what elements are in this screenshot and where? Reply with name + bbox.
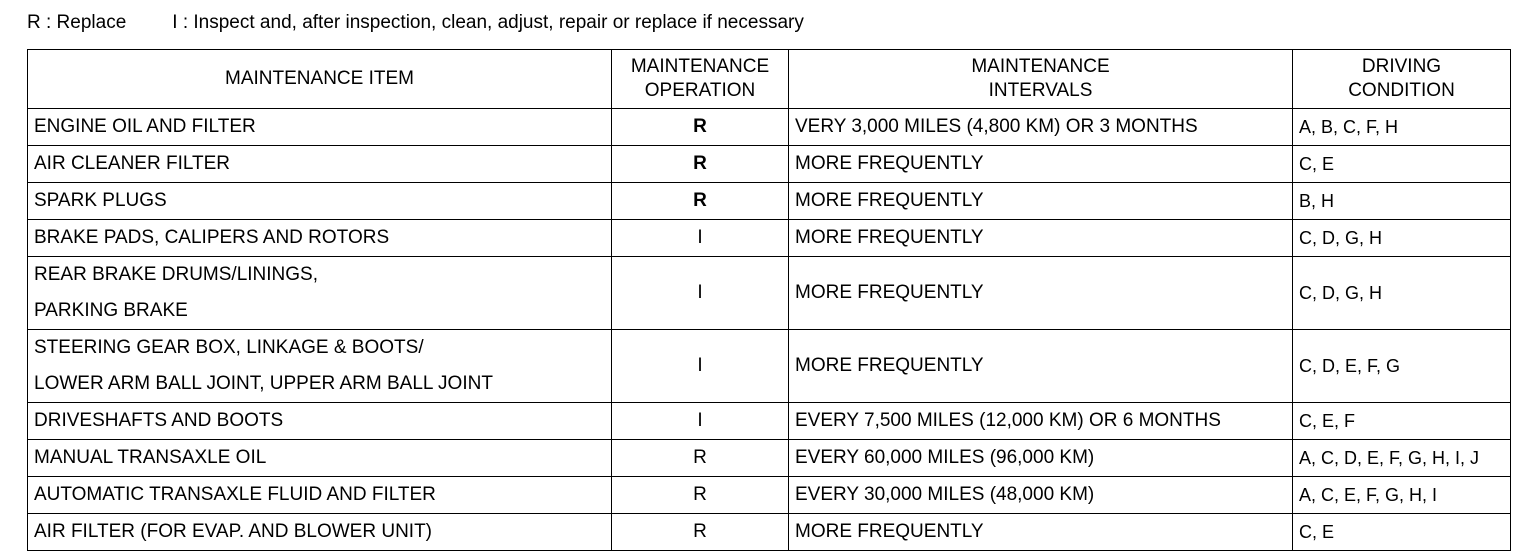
table-row: [28, 146, 1511, 183]
maintenance-item-line: AIR CLEANER FILTER: [34, 153, 231, 174]
maintenance-table: [27, 49, 1511, 551]
maintenance-interval-cell: VERY 3,000 MILES (4,800 KM) OR 3 MONTHS: [789, 109, 1293, 146]
driving-condition-cell: A, B, C, F, H: [1293, 109, 1511, 146]
maintenance-operation-cell: I: [612, 403, 789, 440]
maintenance-item-line: REAR BRAKE DRUMS/LININGS,: [34, 264, 318, 285]
maintenance-operation-cell: R: [612, 477, 789, 514]
maintenance-interval-cell: EVERY 7,500 MILES (12,000 KM) OR 6 MONTHS: [789, 403, 1293, 440]
maintenance-interval-cell: MORE FREQUENTLY: [789, 514, 1293, 551]
maintenance-item-line: SPARK PLUGS: [34, 190, 167, 211]
table-row: [28, 477, 1511, 514]
maintenance-item-line: LOWER ARM BALL JOINT, UPPER ARM BALL JOINT: [34, 373, 493, 394]
maintenance-interval-cell: EVERY 30,000 MILES (48,000 KM): [789, 477, 1293, 514]
maintenance-interval-cell: MORE FREQUENTLY: [789, 330, 1293, 403]
maintenance-item-line: ENGINE OIL AND FILTER: [34, 116, 256, 137]
table-row: [28, 330, 1511, 403]
maintenance-operation-cell: R: [612, 146, 789, 183]
header-row: [28, 50, 1511, 109]
driving-condition-cell: C, D, G, H: [1293, 220, 1511, 257]
table-row: [28, 183, 1511, 220]
maintenance-item-line: AIR FILTER (FOR EVAP. AND BLOWER UNIT): [34, 521, 432, 542]
driving-condition-cell: C, E: [1293, 514, 1511, 551]
maintenance-interval-cell: MORE FREQUENTLY: [789, 146, 1293, 183]
driving-condition-cell: C, E: [1293, 146, 1511, 183]
legend-inspect: I : Inspect and, after inspection, clean, adjust, repair or replace if necessary: [172, 12, 804, 33]
driving-condition-cell: C, D, E, F, G: [1293, 330, 1511, 403]
maintenance-operation-cell: I: [612, 330, 789, 403]
maintenance-item-line: PARKING BRAKE: [34, 300, 188, 321]
maintenance-item-cell: [28, 109, 612, 146]
maintenance-item-cell: [28, 440, 612, 477]
header-maintenance-operation: MAINTENANCE OPERATION: [612, 50, 789, 109]
maintenance-operation-cell: R: [612, 109, 789, 146]
maintenance-operation-cell: R: [612, 440, 789, 477]
table-row: [28, 514, 1511, 551]
maintenance-operation-cell: R: [612, 183, 789, 220]
maintenance-operation-cell: I: [612, 257, 789, 330]
maintenance-item-cell: [28, 146, 612, 183]
table-body: [28, 109, 1511, 551]
driving-condition-cell: C, D, G, H: [1293, 257, 1511, 330]
table-row: [28, 220, 1511, 257]
table-row: [28, 440, 1511, 477]
legend: [27, 12, 804, 34]
maintenance-item-line: DRIVESHAFTS AND BOOTS: [34, 410, 284, 431]
maintenance-operation-cell: I: [612, 220, 789, 257]
maintenance-item-cell: [28, 514, 612, 551]
maintenance-item-line: AUTOMATIC TRANSAXLE FLUID AND FILTER: [34, 484, 436, 505]
header-maintenance-item: MAINTENANCE ITEM: [28, 50, 612, 109]
maintenance-interval-cell: MORE FREQUENTLY: [789, 183, 1293, 220]
maintenance-item-cell: [28, 477, 612, 514]
table-row: [28, 109, 1511, 146]
header-driving-condition: DRIVING CONDITION: [1293, 50, 1511, 109]
maintenance-item-cell: [28, 403, 612, 440]
maintenance-item-line: STEERING GEAR BOX, LINKAGE & BOOTS/: [34, 337, 424, 358]
table-row: [28, 257, 1511, 330]
maintenance-item-cell: [28, 257, 612, 330]
table-row: [28, 403, 1511, 440]
maintenance-operation-cell: R: [612, 514, 789, 551]
maintenance-item-cell: [28, 330, 612, 403]
maintenance-interval-cell: EVERY 60,000 MILES (96,000 KM): [789, 440, 1293, 477]
legend-replace: R : Replace: [27, 12, 127, 33]
driving-condition-cell: A, C, E, F, G, H, I: [1293, 477, 1511, 514]
header-maintenance-intervals: MAINTENANCE INTERVALS: [789, 50, 1293, 109]
maintenance-item-cell: [28, 183, 612, 220]
maintenance-item-line: BRAKE PADS, CALIPERS AND ROTORS: [34, 227, 390, 248]
driving-condition-cell: C, E, F: [1293, 403, 1511, 440]
maintenance-interval-cell: MORE FREQUENTLY: [789, 257, 1293, 330]
driving-condition-cell: B, H: [1293, 183, 1511, 220]
maintenance-interval-cell: MORE FREQUENTLY: [789, 220, 1293, 257]
maintenance-item-line: MANUAL TRANSAXLE OIL: [34, 447, 267, 468]
maintenance-item-cell: [28, 220, 612, 257]
driving-condition-cell: A, C, D, E, F, G, H, I, J: [1293, 440, 1511, 477]
